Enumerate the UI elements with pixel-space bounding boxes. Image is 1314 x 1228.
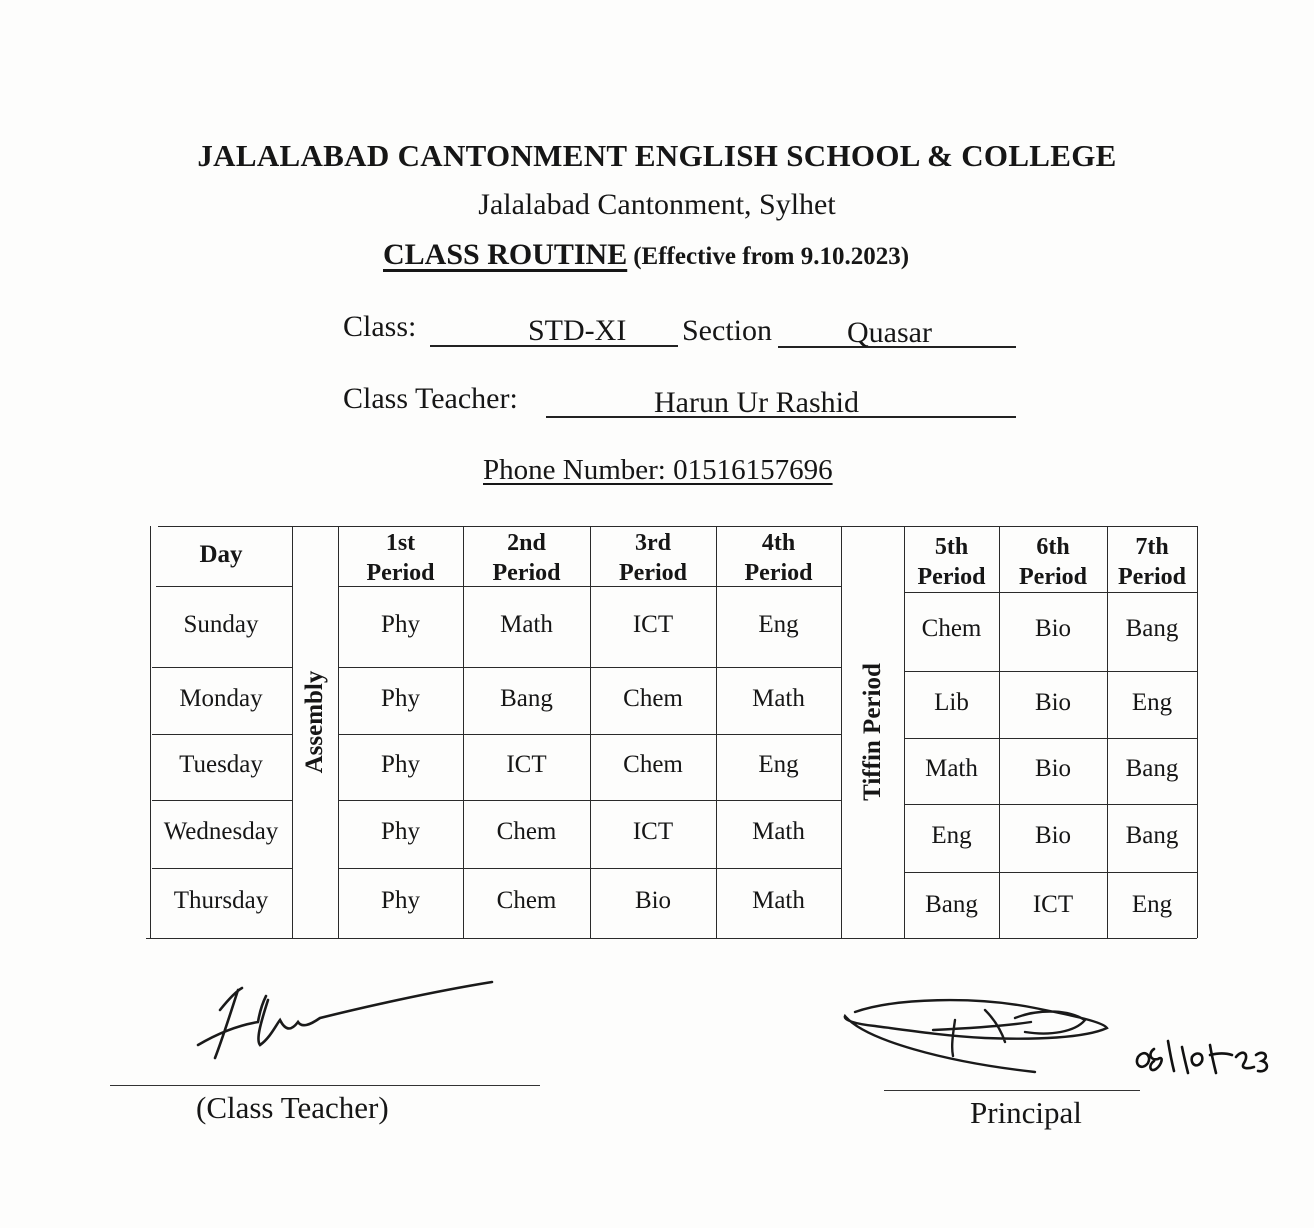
subject-cell: Bio <box>634 887 672 914</box>
period-number: 1st <box>385 530 416 556</box>
period-label: Period <box>366 560 435 586</box>
day-cell-sunday: Sunday <box>183 610 259 638</box>
period-label: Period <box>1118 564 1186 590</box>
table-border-top <box>158 526 1197 527</box>
period-number: 7th <box>1135 534 1169 560</box>
subject-cell: Bio <box>1034 688 1072 716</box>
row-separator <box>904 671 1197 672</box>
period-header-2 <box>463 528 590 588</box>
day-cell-wednesday: Wednesday <box>163 818 279 845</box>
period-label: Period <box>744 560 813 586</box>
subject-cell: ICT <box>632 610 674 638</box>
period-label: Period <box>917 564 986 590</box>
principal-signature <box>835 990 1125 1080</box>
column-separator <box>1197 526 1198 938</box>
subject-cell: Chem <box>496 818 557 845</box>
table-border-bottom <box>146 938 1197 939</box>
section-value: Quasar <box>847 316 932 349</box>
teacher-label: Class Teacher: <box>343 382 518 415</box>
subject-cell: Eng <box>758 610 799 638</box>
subject-cell: Math <box>925 755 978 782</box>
handwritten-date <box>1132 1035 1272 1079</box>
period-label: Period <box>1019 564 1087 590</box>
teacher-value: Harun Ur Rashid <box>654 386 859 419</box>
principal-signature-line <box>884 1090 1140 1091</box>
class-teacher-signature-line <box>110 1085 540 1086</box>
subject-cell: Chem <box>623 751 683 778</box>
subject-cell: Bio <box>1034 822 1072 849</box>
subject-cell: Bio <box>1034 755 1072 782</box>
day-cell-tuesday: Tuesday <box>179 751 263 778</box>
row-separator <box>152 667 292 668</box>
day-header: Day <box>199 541 243 568</box>
assembly-label: Assembly <box>301 670 328 774</box>
subject-cell: ICT <box>1032 891 1074 918</box>
subject-cell: Bio <box>1034 614 1072 642</box>
row-separator <box>152 868 292 869</box>
period-header-7 <box>1107 532 1197 592</box>
row-separator <box>904 872 1197 873</box>
class-teacher-signature <box>180 970 510 1070</box>
subject-cell: Phy <box>381 818 420 845</box>
column-separator <box>150 526 151 938</box>
subject-cell: Math <box>752 818 805 845</box>
subject-cell: Math <box>752 887 805 914</box>
subject-cell: Eng <box>758 751 799 778</box>
subject-cell: Chem <box>623 684 683 712</box>
subject-cell: Phy <box>381 684 420 712</box>
subject-cell: Bang <box>1125 822 1179 849</box>
subject-cell: ICT <box>632 818 674 845</box>
subject-cell: Bang <box>500 684 553 712</box>
school-location: Jalalabad Cantonment, Sylhet <box>478 188 836 221</box>
period-number: 4th <box>761 530 796 556</box>
subject-cell: Eng <box>931 822 972 849</box>
period-number: 5th <box>934 534 969 560</box>
subject-cell: Chem <box>921 614 982 642</box>
class-value: STD-XI <box>528 314 627 347</box>
period-header-4 <box>716 528 841 588</box>
subject-cell: Chem <box>496 887 557 914</box>
period-label: Period <box>492 560 561 586</box>
subject-cell: Eng <box>1131 891 1173 918</box>
subject-cell: Phy <box>381 751 420 778</box>
period-label: Period <box>619 560 687 586</box>
subject-cell: Bang <box>925 891 978 918</box>
period-header-1 <box>338 528 463 588</box>
class-teacher-label: (Class Teacher) <box>196 1090 389 1125</box>
subject-cell: Lib <box>934 688 969 716</box>
tiffin-label: Tiffin Period <box>858 663 886 801</box>
subject-cell: Phy <box>381 610 420 638</box>
period-number: 6th <box>1036 534 1070 560</box>
period-number: 3rd <box>635 530 671 556</box>
row-separator <box>904 804 1197 805</box>
school-name: JALALABAD CANTONMENT ENGLISH SCHOOL & COLLEGE <box>197 138 1117 173</box>
period-header-3 <box>590 528 716 588</box>
row-separator <box>152 734 292 735</box>
subject-cell: Eng <box>1131 688 1173 716</box>
row-separator <box>152 800 292 801</box>
subject-cell: Math <box>752 684 805 712</box>
section-label: Section <box>682 314 772 347</box>
phone-number: Phone Number: 01516157696 <box>483 454 833 486</box>
effective-date: (Effective from 9.10.2023) <box>633 243 910 270</box>
subject-cell: Math <box>500 610 553 638</box>
column-separator <box>292 526 293 938</box>
subject-cell: Bang <box>1125 614 1179 642</box>
header-separator <box>156 586 292 587</box>
row-separator <box>904 738 1197 739</box>
routine-title: CLASS ROUTINE <box>383 238 628 271</box>
day-cell-thursday: Thursday <box>173 887 269 914</box>
subject-cell: Bang <box>1125 755 1179 782</box>
subject-cell: ICT <box>506 751 547 778</box>
day-cell-monday: Monday <box>179 684 263 712</box>
column-separator <box>841 526 842 938</box>
principal-label: Principal <box>970 1095 1082 1130</box>
class-label: Class: <box>343 310 417 343</box>
period-header-6 <box>999 532 1107 592</box>
period-number: 2nd <box>507 530 546 556</box>
subject-cell: Phy <box>381 887 420 914</box>
header-separator <box>904 592 1197 593</box>
period-header-5 <box>904 532 999 592</box>
